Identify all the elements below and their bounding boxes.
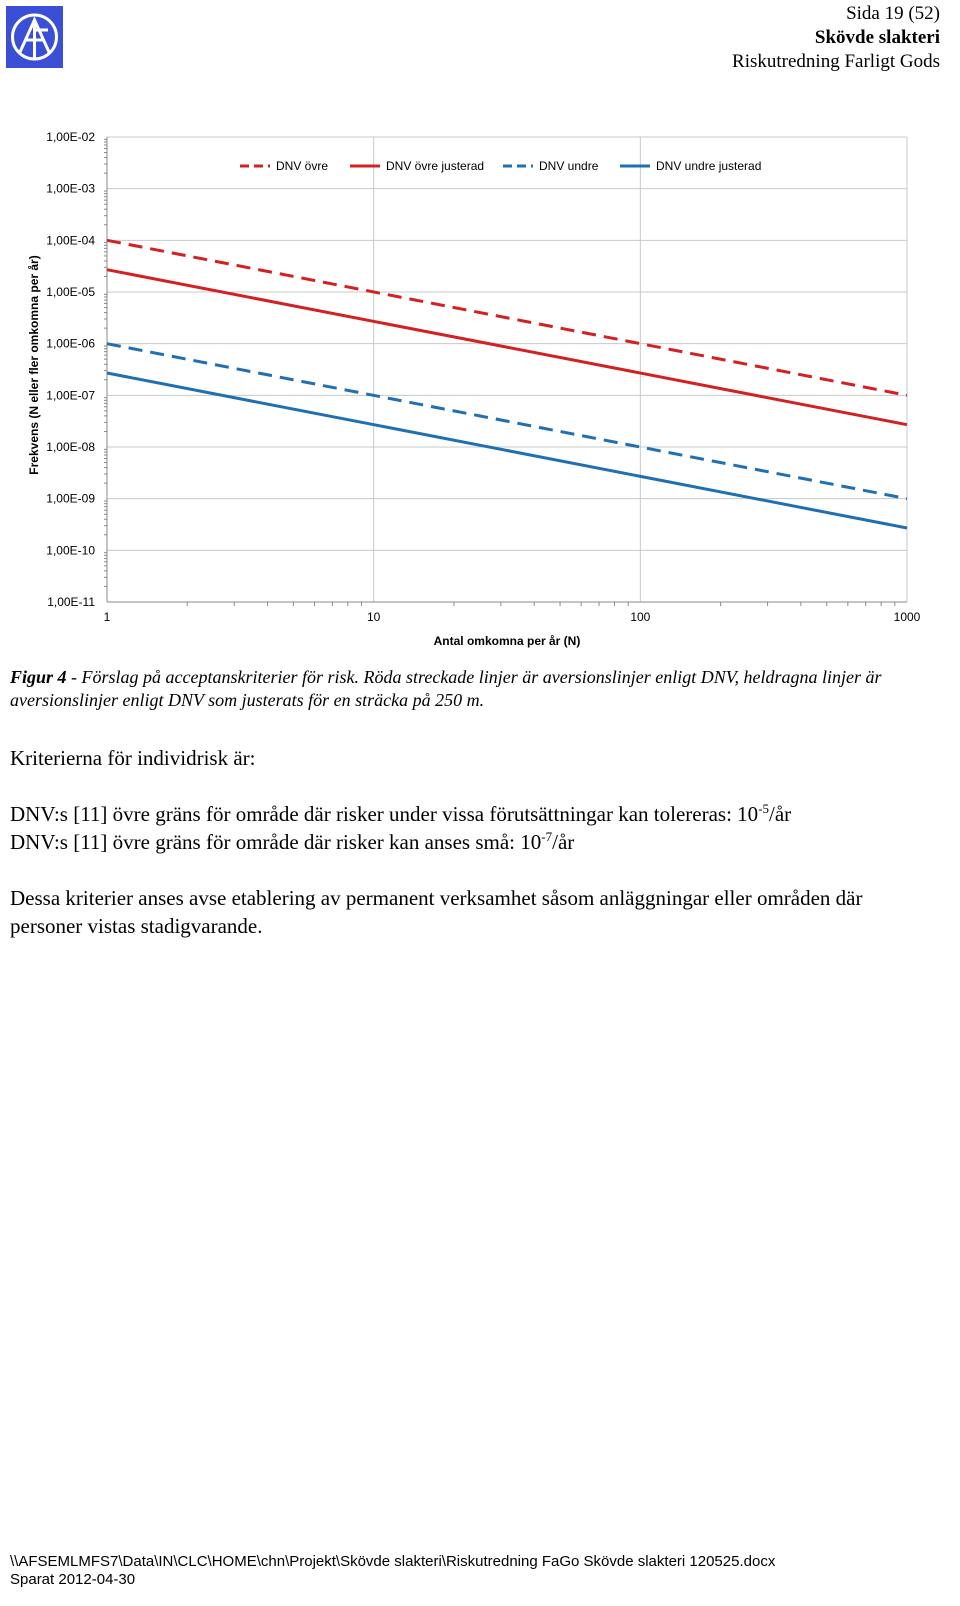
criterion-upper-exponent: -5 [758,801,770,816]
page-footer [10,1553,775,1589]
chart-legend [240,159,761,173]
legend-label: DNV övre justerad [386,159,485,173]
y-tick-label: 1,00E-08 [46,440,95,454]
closing-paragraph [10,884,930,940]
x-tick-label: 10 [366,610,381,624]
page-header [732,2,940,74]
file-path: \\AFSEMLMFS7\Data\IN\CLC\HOME\chn\Projekt\Skövde slakteri\Riskutredning FaGo Skövde slakteri 120525.docx [10,1553,776,1570]
y-tick-label: 1,00E-09 [46,491,95,506]
legend-label: DNV undre [539,159,599,173]
series-line-4 [107,373,907,528]
y-tick-label: 1,00E-06 [46,336,95,351]
y-axis-title: Frekvens (N eller fler omkomna per år) [27,255,41,475]
figure-label: Figur 4 [10,667,67,687]
x-axis-title: Antal omkomna per år (N) [433,634,581,648]
x-tick-label: 1000 [893,610,921,624]
y-tick-label: 1,00E-02 [46,130,95,144]
x-tick-label: 100 [630,610,651,624]
criteria-list [10,800,950,856]
criterion-lower-text: DNV:s [11] övre gräns för område där risker kan anses små: 10 [10,830,542,854]
y-tick-label: 1,00E-07 [46,388,95,403]
series-line-3 [107,344,907,499]
figure-caption [10,666,940,712]
intro-paragraph [10,744,950,772]
closing-text: Dessa kriterier anses avse etablering av permanent verksamhet såsom anläggningar eller områden där personer vistas stadigvarande. [10,886,863,938]
x-tick-label: 1 [103,610,111,624]
criterion-upper [10,800,950,828]
criterion-upper-unit: /år [769,802,792,826]
figure-caption-text: - Förslag på acceptanskriterier för risk. Röda streckade linjer är aversionslinjer enligt DNV, heldragna linjer är aversionslinjer enligt DNV som justerats för en sträcka på 250 m. [10,667,882,710]
page-number: Sida 19 (52) [846,3,940,24]
criterion-lower-exponent: -7 [541,829,553,844]
criterion-upper-text: DNV:s [11] övre gräns för område där risker under vissa förutsättningar kan tolereras: 10 [10,802,759,826]
client-name: Skövde slakteri [814,27,940,48]
report-title: Riskutredning Farligt Gods [732,51,940,72]
series-line-1 [107,240,907,395]
y-tick-label: 1,00E-11 [47,595,95,609]
legend-label: DNV undre justerad [656,159,762,173]
chart-grid [107,137,907,602]
company-logo [6,6,63,68]
y-tick-label: 1,00E-03 [46,181,95,196]
y-tick-label: 1,00E-04 [46,233,95,248]
y-tick-label: 1,00E-10 [46,543,95,558]
risk-chart [0,125,960,655]
criterion-lower-unit: /år [552,830,575,854]
saved-date: Sparat 2012-04-30 [10,1571,136,1588]
intro-text: Kriterierna för individrisk är: [10,746,256,770]
y-tick-label: 1,00E-05 [46,285,95,299]
chart-series [107,240,907,528]
series-line-2 [107,270,907,425]
criterion-lower [10,828,950,856]
legend-label: DNV övre [276,159,329,173]
